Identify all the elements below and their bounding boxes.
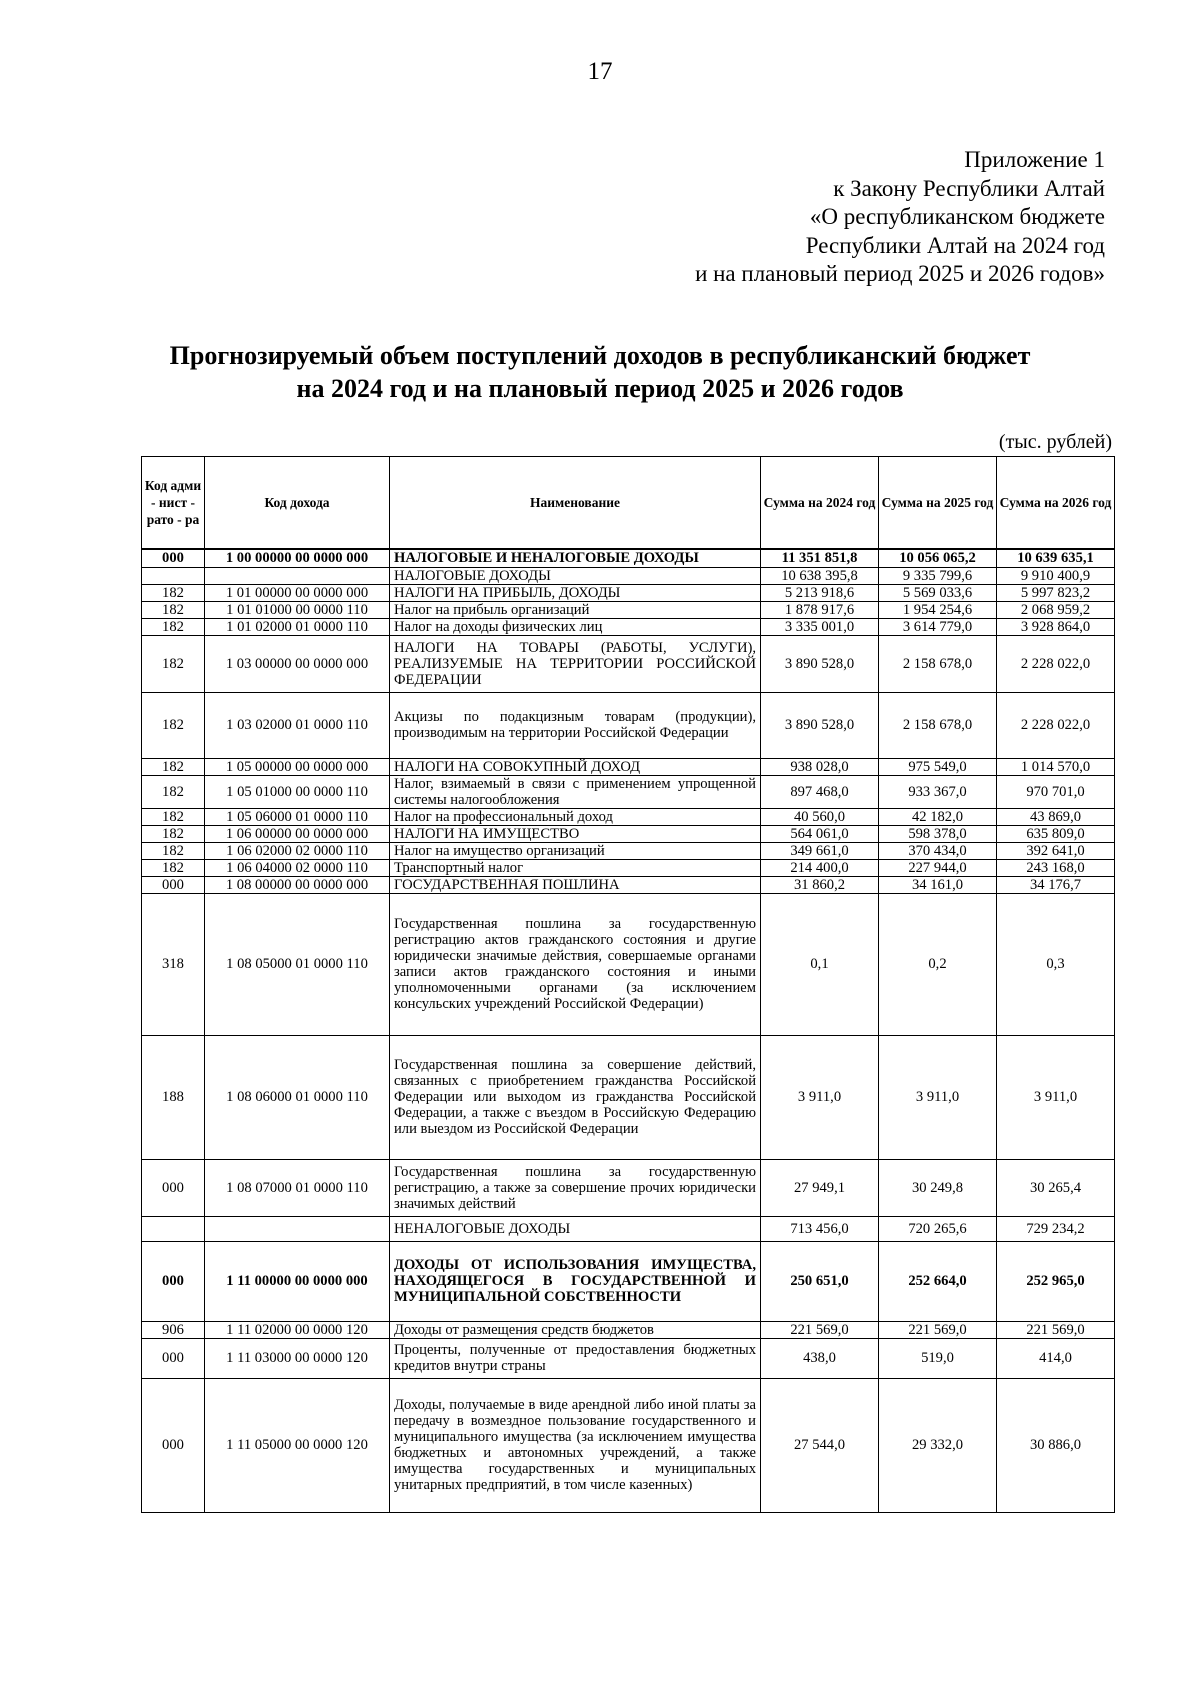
table-row [142, 635, 1115, 692]
cell-sum-2025: 598 378,0 [879, 825, 997, 842]
header-2024: Сумма на 2024 год [761, 457, 879, 550]
cell-admin-code: 182 [142, 635, 205, 692]
cell-admin-code: 182 [142, 618, 205, 635]
cell-name: Государственная пошлина за государственную регистрацию актов гражданского состояния и другие юридически значимые действия, совершаемые органами записи актов гражданского состояния и иными уполномоченными органами (за исключением консульских учреждений Российской Федерации) [390, 893, 761, 1035]
cell-name: Государственная пошлина за совершение действий, связанных с приобретением гражданства Российской Федерации или выходом из гражданства Российской Федерации, а также с въездом в Российскую Федерацию или выездом из Российской Федерации [390, 1035, 761, 1159]
table-row [142, 567, 1115, 584]
cell-income-code: 1 01 01000 00 0000 110 [205, 601, 390, 618]
cell-name: НАЛОГИ НА ТОВАРЫ (РАБОТЫ, УСЛУГИ), РЕАЛИЗУЕМЫЕ НА ТЕРРИТОРИИ РОССИЙСКОЙ ФЕДЕРАЦИИ [390, 635, 761, 692]
cell-sum-2026: 635 809,0 [997, 825, 1115, 842]
cell-admin-code: 182 [142, 758, 205, 775]
cell-income-code: 1 06 02000 02 0000 110 [205, 842, 390, 859]
cell-income-code: 1 08 05000 01 0000 110 [205, 893, 390, 1035]
cell-sum-2025: 29 332,0 [879, 1378, 997, 1512]
title-line: Прогнозируемый объем поступлений доходов в республиканский бюджет [169, 341, 1031, 370]
cell-sum-2025: 227 944,0 [879, 859, 997, 876]
cell-admin-code: 318 [142, 893, 205, 1035]
cell-sum-2024: 3 890 528,0 [761, 692, 879, 758]
cell-sum-2024: 897 468,0 [761, 775, 879, 808]
cell-sum-2025: 221 569,0 [879, 1321, 997, 1338]
cell-sum-2024: 3 911,0 [761, 1035, 879, 1159]
cell-income-code: 1 03 00000 00 0000 000 [205, 635, 390, 692]
cell-sum-2025: 975 549,0 [879, 758, 997, 775]
appendix-line: Республики Алтай на 2024 год [805, 232, 1105, 258]
cell-sum-2026: 243 168,0 [997, 859, 1115, 876]
cell-name: Налог на доходы физических лиц [390, 618, 761, 635]
table-row [142, 1378, 1115, 1512]
revenue-table [141, 456, 1115, 1513]
cell-sum-2025: 3 614 779,0 [879, 618, 997, 635]
header-2026: Сумма на 2026 год [997, 457, 1115, 550]
cell-sum-2024: 10 638 395,8 [761, 567, 879, 584]
cell-sum-2024: 713 456,0 [761, 1216, 879, 1241]
cell-sum-2026: 970 701,0 [997, 775, 1115, 808]
cell-name: НАЛОГОВЫЕ И НЕНАЛОГОВЫЕ ДОХОДЫ [390, 549, 761, 567]
cell-admin-code: 182 [142, 775, 205, 808]
cell-name: НЕНАЛОГОВЫЕ ДОХОДЫ [390, 1216, 761, 1241]
cell-sum-2026: 30 886,0 [997, 1378, 1115, 1512]
cell-sum-2025: 2 158 678,0 [879, 692, 997, 758]
appendix-line: к Закону Республики Алтай [833, 175, 1105, 201]
cell-sum-2025: 30 249,8 [879, 1159, 997, 1216]
cell-name: Налог на имущество организаций [390, 842, 761, 859]
cell-admin-code: 906 [142, 1321, 205, 1338]
cell-sum-2025: 3 911,0 [879, 1035, 997, 1159]
cell-income-code [205, 567, 390, 584]
cell-sum-2024: 3 335 001,0 [761, 618, 879, 635]
table-row [142, 876, 1115, 893]
cell-sum-2026: 392 641,0 [997, 842, 1115, 859]
table-row [142, 584, 1115, 601]
appendix-line: Приложение 1 [964, 147, 1105, 172]
cell-income-code: 1 11 05000 00 0000 120 [205, 1378, 390, 1512]
cell-sum-2026: 5 997 823,2 [997, 584, 1115, 601]
cell-admin-code: 182 [142, 584, 205, 601]
cell-name: НАЛОГИ НА СОВОКУПНЫЙ ДОХОД [390, 758, 761, 775]
table-row [142, 842, 1115, 859]
cell-income-code: 1 01 00000 00 0000 000 [205, 584, 390, 601]
cell-income-code: 1 01 02000 01 0000 110 [205, 618, 390, 635]
cell-income-code: 1 06 04000 02 0000 110 [205, 859, 390, 876]
cell-admin-code: 000 [142, 1159, 205, 1216]
cell-sum-2026: 30 265,4 [997, 1159, 1115, 1216]
cell-name: НАЛОГИ НА ПРИБЫЛЬ, ДОХОДЫ [390, 584, 761, 601]
cell-sum-2025: 5 569 033,6 [879, 584, 997, 601]
table-row [142, 692, 1115, 758]
table-row [142, 808, 1115, 825]
cell-sum-2024: 5 213 918,6 [761, 584, 879, 601]
cell-income-code: 1 08 07000 01 0000 110 [205, 1159, 390, 1216]
cell-sum-2026: 729 234,2 [997, 1216, 1115, 1241]
cell-sum-2025: 720 265,6 [879, 1216, 997, 1241]
cell-admin-code [142, 567, 205, 584]
title-line: на 2024 год и на плановый период 2025 и 2026 годов [296, 374, 904, 403]
cell-name: ГОСУДАРСТВЕННАЯ ПОШЛИНА [390, 876, 761, 893]
cell-sum-2026: 3 911,0 [997, 1035, 1115, 1159]
cell-admin-code: 182 [142, 859, 205, 876]
cell-name: Налог на профессиональный доход [390, 808, 761, 825]
table-row [142, 859, 1115, 876]
cell-income-code: 1 03 02000 01 0000 110 [205, 692, 390, 758]
table-row [142, 601, 1115, 618]
cell-sum-2024: 40 560,0 [761, 808, 879, 825]
cell-sum-2024: 250 651,0 [761, 1241, 879, 1321]
cell-admin-code: 000 [142, 876, 205, 893]
header-adm: Код адми - нист - рато - ра [142, 457, 205, 550]
cell-income-code: 1 11 00000 00 0000 000 [205, 1241, 390, 1321]
cell-name: Транспортный налог [390, 859, 761, 876]
cell-sum-2024: 27 544,0 [761, 1378, 879, 1512]
cell-income-code: 1 08 00000 00 0000 000 [205, 876, 390, 893]
cell-sum-2026: 0,3 [997, 893, 1115, 1035]
cell-sum-2026: 9 910 400,9 [997, 567, 1115, 584]
cell-sum-2026: 10 639 635,1 [997, 549, 1115, 567]
cell-sum-2025: 42 182,0 [879, 808, 997, 825]
cell-admin-code: 182 [142, 808, 205, 825]
cell-sum-2024: 0,1 [761, 893, 879, 1035]
cell-sum-2025: 252 664,0 [879, 1241, 997, 1321]
cell-admin-code [142, 1216, 205, 1241]
cell-sum-2026: 2 068 959,2 [997, 601, 1115, 618]
cell-sum-2024: 27 949,1 [761, 1159, 879, 1216]
appendix-line: и на плановый период 2025 и 2026 годов» [695, 261, 1105, 286]
table-row [142, 825, 1115, 842]
cell-sum-2025: 0,2 [879, 893, 997, 1035]
cell-sum-2026: 34 176,7 [997, 876, 1115, 893]
cell-admin-code: 000 [142, 1241, 205, 1321]
table-row [142, 893, 1115, 1035]
cell-sum-2025: 9 335 799,6 [879, 567, 997, 584]
table-row [142, 758, 1115, 775]
cell-sum-2024: 221 569,0 [761, 1321, 879, 1338]
cell-sum-2024: 3 890 528,0 [761, 635, 879, 692]
table-row [142, 618, 1115, 635]
cell-income-code: 1 11 02000 00 0000 120 [205, 1321, 390, 1338]
cell-name: ДОХОДЫ ОТ ИСПОЛЬЗОВАНИЯ ИМУЩЕСТВА, НАХОДЯЩЕГОСЯ В ГОСУДАРСТВЕННОЙ И МУНИЦИПАЛЬНОЙ СОБСТВЕННОСТИ [390, 1241, 761, 1321]
cell-sum-2026: 414,0 [997, 1338, 1115, 1378]
header-2025: Сумма на 2025 год [879, 457, 997, 550]
table-row [142, 1216, 1115, 1241]
cell-name: Акцизы по подакцизным товарам (продукции), производимым на территории Российской Федерации [390, 692, 761, 758]
cell-sum-2024: 564 061,0 [761, 825, 879, 842]
cell-admin-code: 188 [142, 1035, 205, 1159]
units-label: (тыс. рублей) [998, 431, 1112, 453]
cell-sum-2026: 252 965,0 [997, 1241, 1115, 1321]
cell-name: Доходы, получаемые в виде арендной либо иной платы за передачу в возмездное пользование государственного и муниципального имущества (за исключением имущества бюджетных и автономных учреждений, а также имущества государственных и муниципальных унитарных предприятий, в том числе казенных) [390, 1378, 761, 1512]
cell-name: НАЛОГИ НА ИМУЩЕСТВО [390, 825, 761, 842]
cell-sum-2024: 31 860,2 [761, 876, 879, 893]
cell-name: НАЛОГОВЫЕ ДОХОДЫ [390, 567, 761, 584]
cell-admin-code: 000 [142, 1338, 205, 1378]
cell-name: Налог, взимаемый в связи с применением упрощенной системы налогообложения [390, 775, 761, 808]
cell-income-code: 1 08 06000 01 0000 110 [205, 1035, 390, 1159]
table-row [142, 1321, 1115, 1338]
cell-sum-2024: 214 400,0 [761, 859, 879, 876]
table-row [142, 1159, 1115, 1216]
cell-income-code: 1 05 00000 00 0000 000 [205, 758, 390, 775]
cell-sum-2024: 349 661,0 [761, 842, 879, 859]
cell-admin-code: 000 [142, 1378, 205, 1512]
cell-name: Налог на прибыль организаций [390, 601, 761, 618]
cell-sum-2026: 221 569,0 [997, 1321, 1115, 1338]
cell-name: Государственная пошлина за государственную регистрацию, а также за совершение прочих юридически значимых действий [390, 1159, 761, 1216]
cell-admin-code: 182 [142, 601, 205, 618]
cell-name: Проценты, полученные от предоставления бюджетных кредитов внутри страны [390, 1338, 761, 1378]
cell-sum-2026: 1 014 570,0 [997, 758, 1115, 775]
cell-sum-2024: 438,0 [761, 1338, 879, 1378]
table-row [142, 1035, 1115, 1159]
cell-sum-2025: 2 158 678,0 [879, 635, 997, 692]
cell-admin-code: 182 [142, 842, 205, 859]
cell-sum-2026: 43 869,0 [997, 808, 1115, 825]
cell-sum-2025: 10 056 065,2 [879, 549, 997, 567]
document-title [0, 339, 1200, 405]
cell-name: Доходы от размещения средств бюджетов [390, 1321, 761, 1338]
cell-sum-2024: 11 351 851,8 [761, 549, 879, 567]
cell-income-code: 1 05 01000 00 0000 110 [205, 775, 390, 808]
cell-sum-2025: 34 161,0 [879, 876, 997, 893]
cell-sum-2025: 370 434,0 [879, 842, 997, 859]
cell-sum-2025: 519,0 [879, 1338, 997, 1378]
cell-income-code: 1 11 03000 00 0000 120 [205, 1338, 390, 1378]
appendix-line: «О республиканском бюджете [809, 204, 1105, 229]
table-row [142, 1338, 1115, 1378]
table-row [142, 775, 1115, 808]
appendix-block [695, 146, 1105, 289]
cell-sum-2026: 3 928 864,0 [997, 618, 1115, 635]
cell-sum-2024: 1 878 917,6 [761, 601, 879, 618]
table-header-row [142, 457, 1115, 550]
cell-sum-2026: 2 228 022,0 [997, 692, 1115, 758]
cell-admin-code: 000 [142, 549, 205, 567]
table-row [142, 1241, 1115, 1321]
table-row [142, 549, 1115, 567]
cell-sum-2025: 933 367,0 [879, 775, 997, 808]
cell-income-code: 1 06 00000 00 0000 000 [205, 825, 390, 842]
cell-sum-2024: 938 028,0 [761, 758, 879, 775]
cell-sum-2026: 2 228 022,0 [997, 635, 1115, 692]
cell-admin-code: 182 [142, 692, 205, 758]
cell-income-code [205, 1216, 390, 1241]
cell-income-code: 1 00 00000 00 0000 000 [205, 549, 390, 567]
header-name: Наименование [390, 457, 761, 550]
page-number: 17 [587, 58, 613, 85]
cell-sum-2025: 1 954 254,6 [879, 601, 997, 618]
cell-admin-code: 182 [142, 825, 205, 842]
table-body [142, 549, 1115, 1512]
cell-income-code: 1 05 06000 01 0000 110 [205, 808, 390, 825]
header-code: Код дохода [205, 457, 390, 550]
